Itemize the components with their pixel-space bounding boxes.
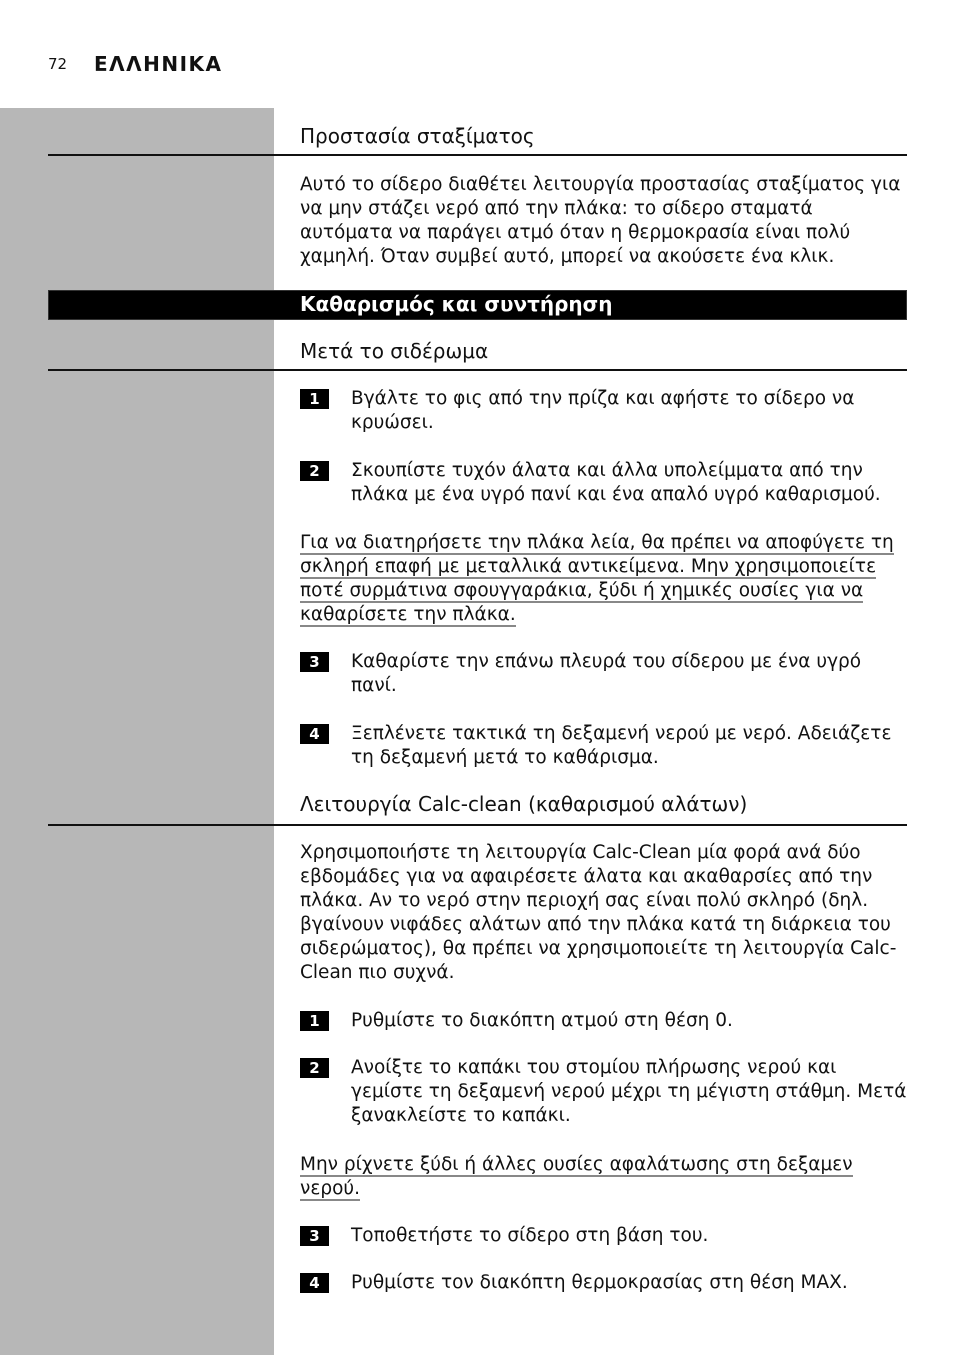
step-number: 2 (300, 1058, 329, 1078)
step-text: Καθαρίστε την επάνω πλευρά του σίδερου με ένα υγρό πανί. (351, 651, 862, 696)
page-number: 72 (48, 55, 68, 73)
step-number: 3 (300, 652, 329, 672)
warning-note (300, 531, 895, 627)
section-divider (48, 369, 907, 371)
calc-clean-body: Χρησιμοποιήστε τη λειτουργία Calc-Clean μία φορά ανά δύο εβδομάδες για να αφαιρέσετε άλατα και ακαθαρσίες από την πλάκα. Αν το νερό στην περιοχή σας είναι πολύ σκληρό (δηλ. βγαίνουν νιφάδες αλάτων από την πλάκα κατά τη διάρκεια του σιδερώματος), θα πρέπει να χρησιμοποιείτε τη λειτουργία Calc-Clean πιο συχνά. (300, 842, 897, 983)
step-number: 4 (300, 1273, 329, 1293)
step-number: 3 (300, 1226, 329, 1246)
calc-clean-title: Λειτουργία Calc-clean (καθαρισμού αλάτων) (300, 792, 748, 816)
step-text: Ρυθμίστε τον διακόπτη θερμοκρασίας στη θέση MAX. (351, 1272, 848, 1293)
step-text: Ανοίξτε το καπάκι του στομίου πλήρωσης νερού και γεμίστε τη δεξαμενή νερού μέχρι τη μέγιστη στάθμη. Μετά ξανακλείστε το καπάκι. (351, 1057, 907, 1126)
drip-stop-body: Αυτό το σίδερο διαθέτει λειτουργία προστασίας σταξίματος για να μην στάζει νερό από την πλάκα: το σίδερο σταματά αυτόματα να παράγει ατμό όταν η θερμοκρασία είναι πολύ χαμηλή. Όταν συμβεί αυτό, μπορεί να ακούσετε ένα κλικ. (300, 174, 901, 267)
language-heading: ΕΛΛΗΝΙΚΑ (94, 52, 223, 76)
warning-text: Για να διατηρήσετε την πλάκα λεία, θα πρέπει να αποφύγετε τη σκληρή επαφή με μεταλλικά αντικείμενα. Μην χρησιμοποιείτε ποτέ συρμάτινα σφουγγαράκια, ξύδι ή χημικές ουσίες για να καθαρίσετε την πλάκα. (300, 532, 894, 625)
section-divider (48, 824, 907, 826)
step-text: Ξεπλένετε τακτικά τη δεξαμενή νερού με νερό. Αδειάζετε τη δεξαμενή μετά το καθάρισμα. (351, 723, 892, 768)
step-number: 4 (300, 724, 329, 744)
step-text: Ρυθμίστε το διακόπτη ατμού στη θέση 0. (351, 1010, 733, 1031)
step-text: Σκουπίστε τυχόν άλατα και άλλα υπολείμματα από την πλάκα με ένα υγρό πανί και ένα απαλό υγρό καθαρισμού. (351, 460, 881, 505)
drip-stop-title: Προστασία σταξίματος (300, 124, 535, 148)
warning-note (300, 1153, 860, 1201)
section-divider (48, 154, 907, 156)
cleaning-title: Καθαρισμός και συντήρηση (300, 292, 613, 316)
step-text: Τοποθετήστε το σίδερο στη βάση του. (351, 1225, 709, 1246)
warning-text: Μην ρίχνετε ξύδι ή άλλες ουσίες αφαλάτωσης στη δεξαμεν νερού. (300, 1154, 853, 1199)
step-number: 1 (300, 1011, 329, 1031)
step-text: Βγάλτε το φις από την πρίζα και αφήστε το σίδερο να κρυώσει. (351, 388, 855, 433)
step-number: 1 (300, 389, 329, 409)
after-ironing-title: Μετά το σιδέρωμα (300, 339, 489, 363)
step-number: 2 (300, 461, 329, 481)
